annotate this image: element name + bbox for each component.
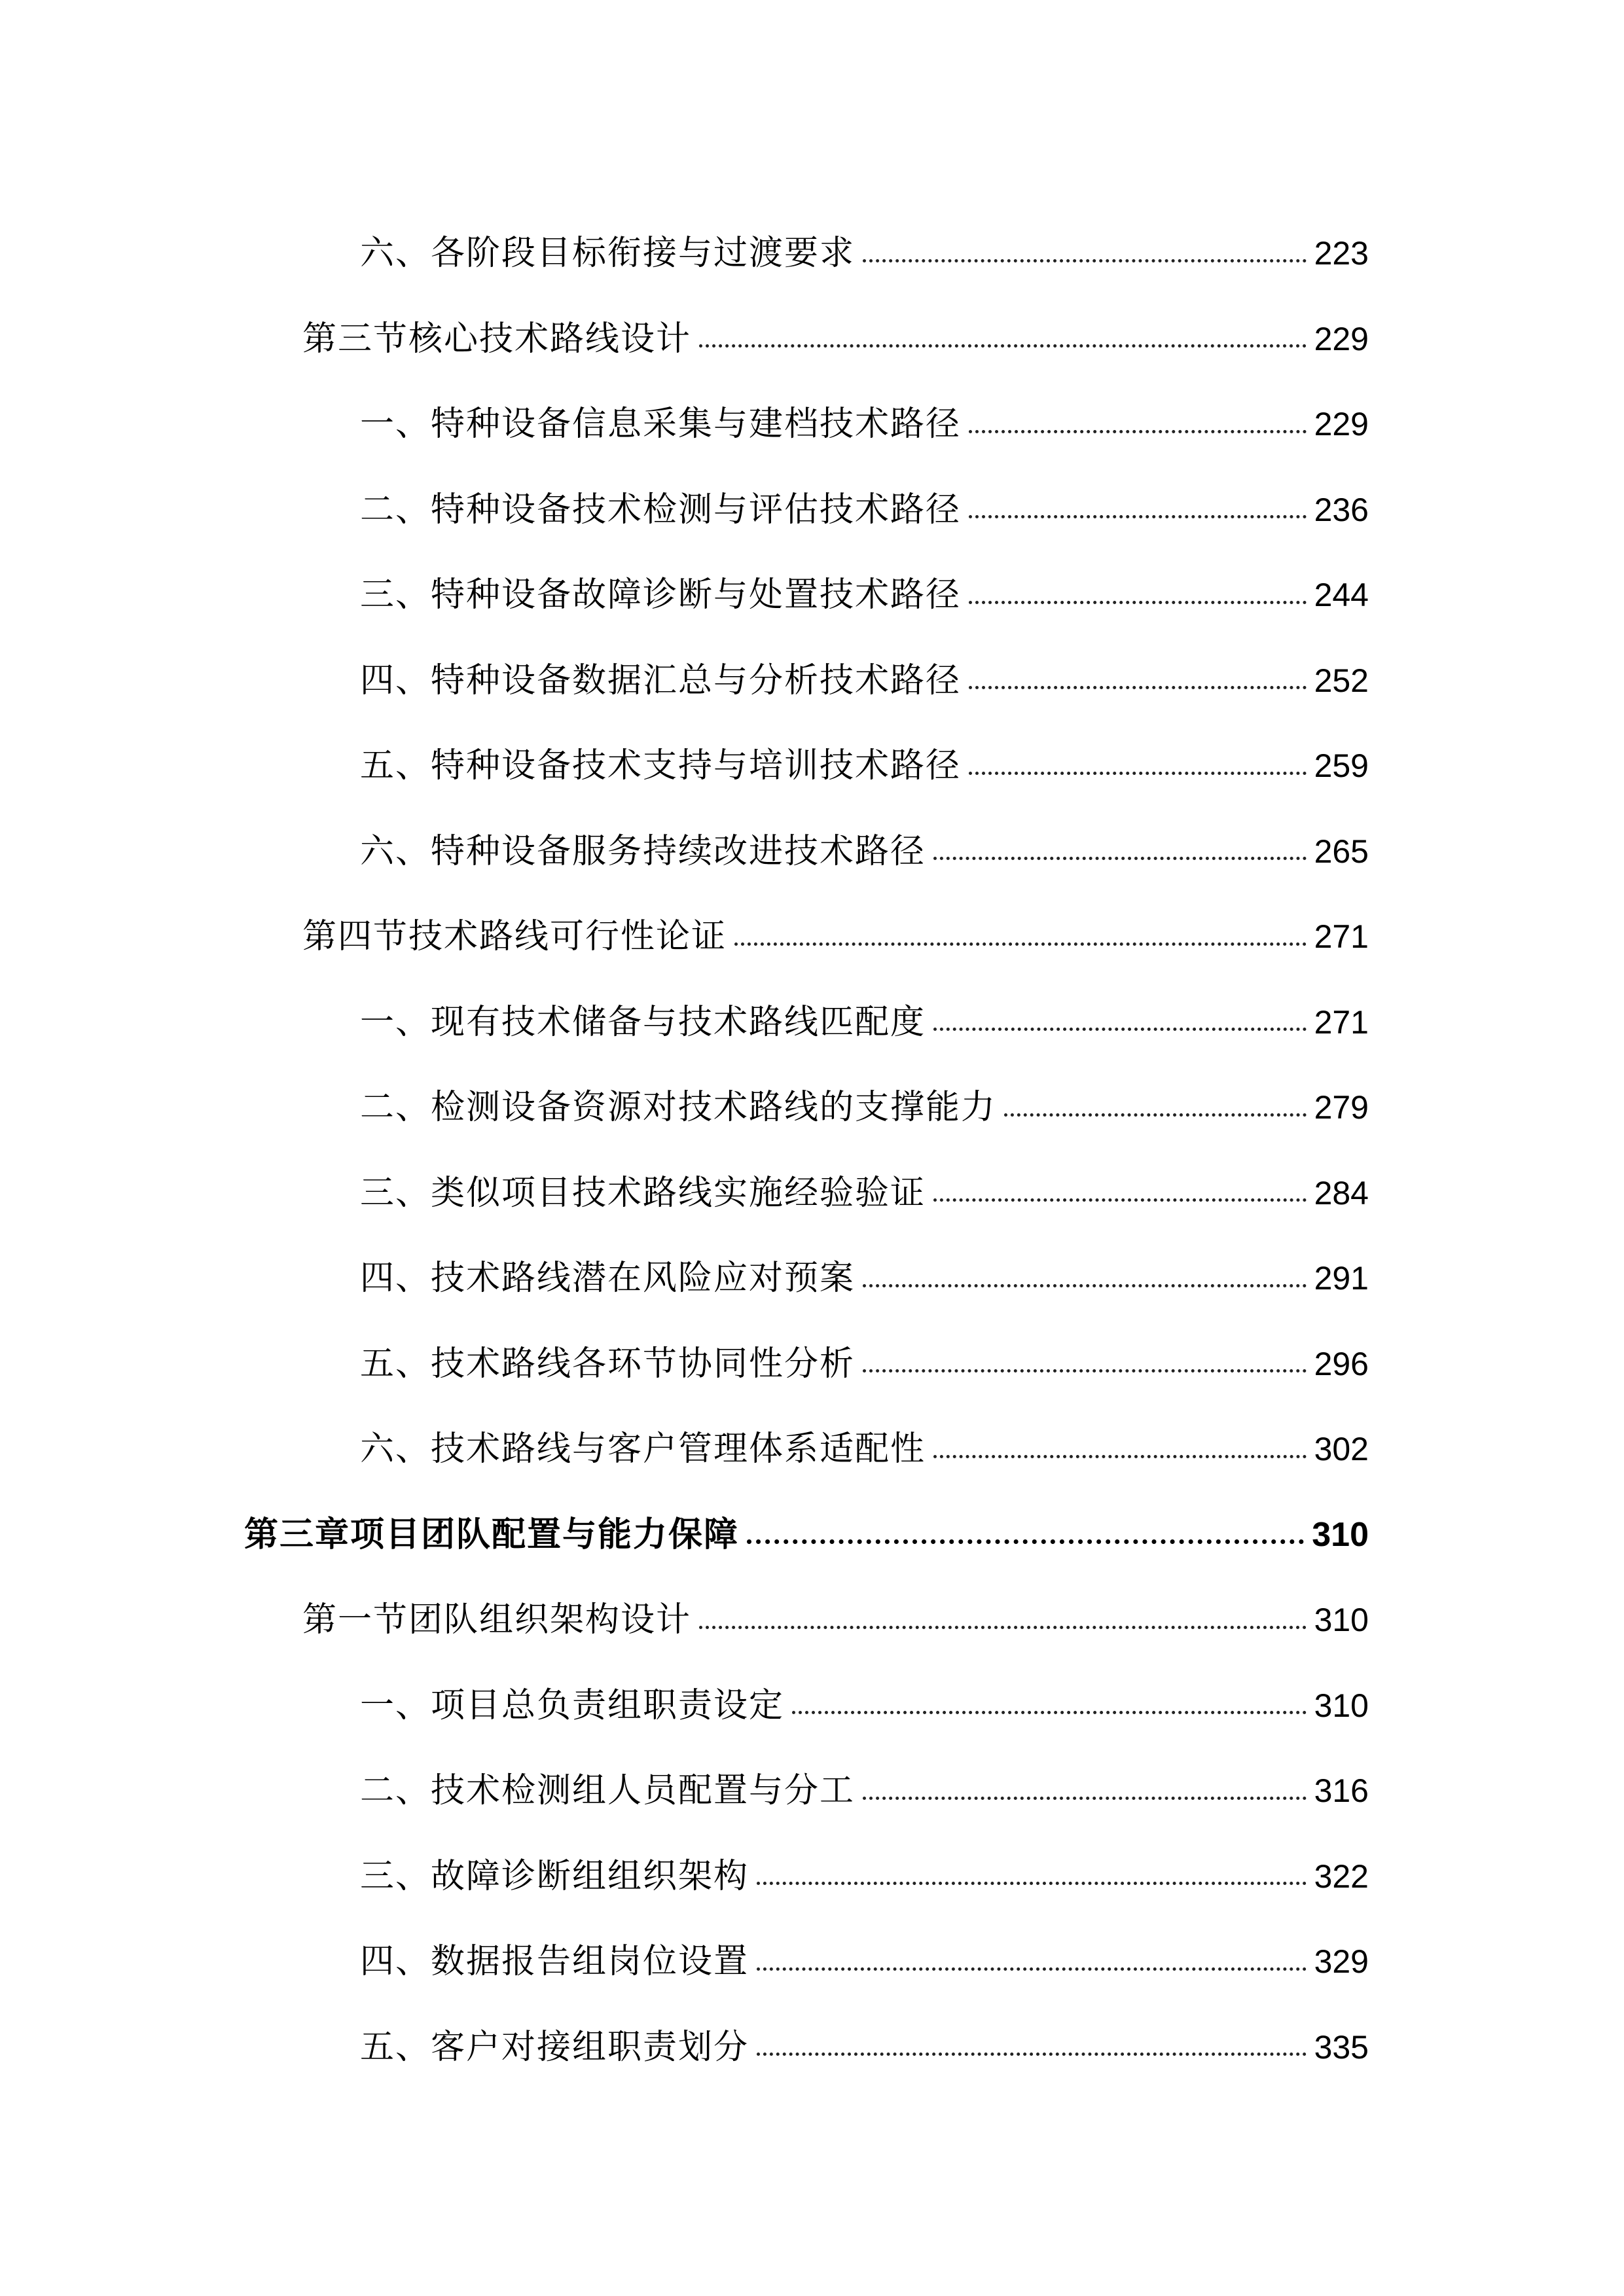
toc-entry-title: 五、客户对接组职责划分 [360,2027,749,2067]
toc-entry-page: 316 [1314,1772,1369,1810]
toc-entry[interactable] [0,1834,1624,1920]
toc-entry[interactable] [0,1236,1624,1321]
table-of-contents [0,211,1624,2090]
toc-leader-dots [734,942,1307,946]
toc-leader-dots [969,601,1307,604]
toc-entry-title: 第一节团队组织架构设计 [302,1600,692,1640]
toc-entry[interactable] [0,809,1624,895]
toc-entry[interactable] [0,211,1624,296]
toc-entry-page: 271 [1314,1003,1369,1041]
toc-entry-title: 一、现有技术储备与技术路线匹配度 [360,1002,926,1042]
toc-entry[interactable] [0,1321,1624,1407]
toc-leader-dots [747,1539,1304,1544]
toc-entry[interactable] [0,1407,1624,1492]
toc-leader-dots [863,259,1307,262]
toc-leader-dots [969,772,1307,775]
toc-leader-dots [863,1284,1307,1287]
toc-entry[interactable] [0,1748,1624,1834]
toc-entry-page: 271 [1314,918,1369,956]
toc-entry-title: 第四节技术路线可行性论证 [302,917,727,957]
toc-entry-page: 284 [1314,1174,1369,1211]
toc-entry-page: 329 [1314,1943,1369,1981]
toc-entry-title: 四、技术路线潜在风险应对预案 [360,1259,856,1299]
toc-entry-title: 六、技术路线与客户管理体系适配性 [360,1429,926,1469]
toc-entry-page: 279 [1314,1089,1369,1126]
toc-leader-dots [699,1626,1307,1629]
toc-entry[interactable] [0,382,1624,467]
toc-entry-title: 五、技术路线各环节协同性分析 [360,1344,856,1384]
toc-entry-title: 二、检测设备资源对技术路线的支撑能力 [360,1088,997,1128]
toc-leader-dots [933,1198,1307,1202]
toc-leader-dots [863,1797,1307,1800]
toc-entry[interactable] [0,1663,1624,1749]
toc-entry[interactable] [0,723,1624,809]
toc-leader-dots [933,1455,1307,1458]
toc-entry[interactable] [0,894,1624,980]
toc-entry-title: 三、故障诊断组组织架构 [360,1856,749,1896]
toc-leader-dots [699,344,1307,348]
toc-entry[interactable] [0,1919,1624,2005]
toc-entry-page: 244 [1314,577,1369,614]
toc-entry-title: 四、数据报告组岗位设置 [360,1942,749,1982]
toc-entry[interactable] [0,980,1624,1066]
toc-leader-dots [933,857,1307,860]
toc-entry-page: 302 [1314,1431,1369,1468]
toc-entry-page: 265 [1314,833,1369,870]
toc-entry-page: 259 [1314,747,1369,785]
toc-entry-page: 310 [1312,1515,1369,1554]
toc-entry-title: 五、特种设备技术支持与培训技术路径 [360,746,962,786]
toc-entry-page: 291 [1314,1260,1369,1297]
toc-entry[interactable] [0,1065,1624,1151]
toc-entry[interactable] [0,1577,1624,1663]
toc-leader-dots [1004,1113,1307,1117]
toc-entry[interactable] [0,296,1624,382]
toc-leader-dots [757,1882,1307,1885]
toc-leader-dots [792,1711,1307,1714]
toc-leader-dots [969,686,1307,689]
toc-entry-title: 第三章项目团队配置与能力保障 [244,1515,740,1554]
toc-entry-title: 二、特种设备技术检测与评估技术路径 [360,490,962,529]
toc-entry-title: 六、特种设备服务持续改进技术路径 [360,831,926,871]
toc-entry-page: 223 [1314,235,1369,272]
toc-entry-page: 296 [1314,1345,1369,1382]
toc-entry-page: 310 [1314,1687,1369,1724]
toc-entry[interactable] [0,2005,1624,2090]
toc-entry-title: 一、特种设备信息采集与建档技术路径 [360,404,962,444]
toc-entry-page: 322 [1314,1857,1369,1895]
toc-leader-dots [757,2053,1307,2056]
toc-entry-title: 三、类似项目技术路线实施经验验证 [360,1173,926,1213]
toc-leader-dots [969,430,1307,433]
toc-entry-page: 252 [1314,662,1369,699]
toc-entry-page: 236 [1314,491,1369,528]
toc-entry-title: 二、技术检测组人员配置与分工 [360,1771,856,1811]
toc-entry-title: 四、特种设备数据汇总与分析技术路径 [360,660,962,700]
toc-leader-dots [863,1369,1307,1372]
toc-entry-title: 第三节核心技术路线设计 [302,319,692,359]
toc-entry[interactable] [0,552,1624,638]
toc-entry-title: 一、项目总负责组职责设定 [360,1685,785,1725]
toc-entry-title: 三、特种设备故障诊断与处置技术路径 [360,575,962,615]
toc-entry[interactable] [0,1151,1624,1236]
toc-entry-page: 310 [1314,1602,1369,1639]
toc-leader-dots [757,1967,1307,1971]
toc-leader-dots [969,515,1307,518]
toc-chapter-entry[interactable] [0,1492,1624,1578]
toc-leader-dots [933,1028,1307,1031]
toc-entry-page: 229 [1314,406,1369,443]
toc-entry-page: 229 [1314,320,1369,357]
toc-entry[interactable] [0,638,1624,724]
toc-entry-title: 六、各阶段目标衔接与过渡要求 [360,234,856,274]
toc-entry[interactable] [0,467,1624,553]
toc-entry-page: 335 [1314,2028,1369,2066]
